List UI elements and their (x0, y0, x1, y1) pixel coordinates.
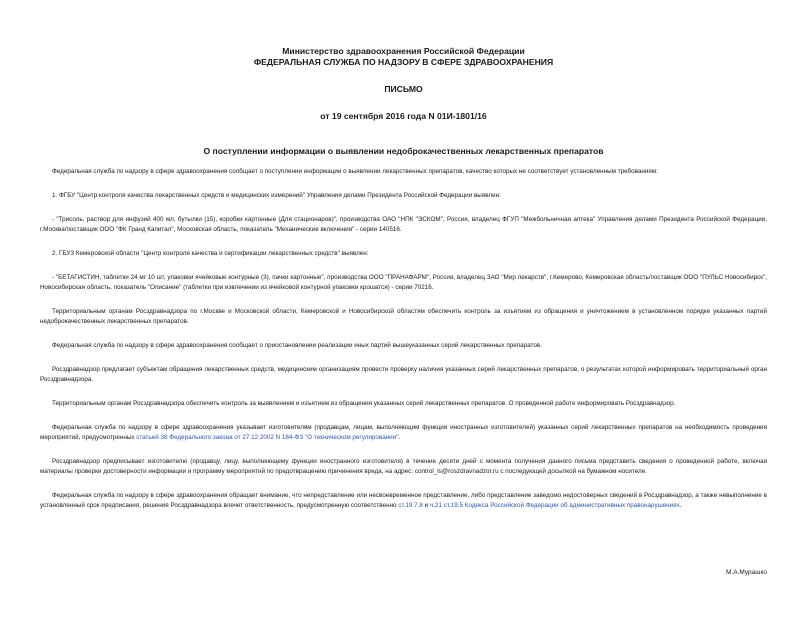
paragraph-liability (40, 491, 767, 511)
law-article-link[interactable]: статьей 38 Федерального закона от 27.12.2002 N 184-ФЗ "О техническом регулировании" (136, 434, 399, 441)
ministry-name: Министерство здравоохранения Российской Федерации (282, 46, 525, 56)
paragraph-withdrawal-control: Территориальным органам Росздравнадзора обеспечить контроль за выявлением и изъятием из обращения указанных серий лекарственных препаратов. О проведенной работе информировать Росздравнадзор. (52, 400, 676, 407)
paragraph-item-2-detail: - "БЕТАГИСТИН, таблетки 24 мг 10 шт, упаковки ячейковые контурные (3), пачки картонные", производства ООО "ПРАНАФАРМ", Россия, владелец ЗАО "Мир лекарств", г.Кемерово, Кемеровская область/поставщик ООО "ПУЛЬС Новосибирск", Новосибирская область, показатель "Описание" (таблетки при извлечении из ячейковой контурной упаковки крошатся) - серии 70216. (40, 274, 767, 291)
code-article-link-2[interactable]: ч.21 ст.19.5 Кодекса Российской Федерации об административных правонарушениях (429, 502, 680, 509)
document-type: ПИСЬМО (384, 84, 423, 94)
document-date-number: от 19 сентября 2016 года N 01И-1801/16 (320, 111, 487, 121)
paragraph-item-1-detail: - "Трисоль, раствор для инфузий 400 мл, бутылки (15), коробки картонные (Для стационаров)", производства ОАО "НПК "ЭСКОМ", Россия, владелец ФГУП "Межбольничная аптека" Управления делами Президента Российской Федерации, г.Москва/поставщик ООО "ФК Гранд Капитал", Московская область, показатель "Механические включения" - серии 140516. (40, 216, 767, 233)
code-article-link-1[interactable]: ст.19.7.8 (398, 502, 423, 509)
document-header (40, 46, 767, 122)
paragraph-item-2: 2. ГБУЗ Кемеровской области "Центр контроля качества и сертификации лекарственных средств" выявлен: (52, 250, 369, 257)
paragraph-intro: Федеральная служба по надзору в сфере здравоохранения сообщает о поступлении информации о выявлении лекарственных препаратов, качество которых не соответствует установленным требованиям: (52, 168, 658, 175)
paragraph-check-proposal: Росздравнадзор предлагает субъектам обращения лекарственных средств, медицинским организациям провести проверку наличия указанных серий лекарственных препаратов, о результатах которой информировать территориальный орган Росздравнадзора. (40, 366, 767, 383)
paragraph-text-end: . (679, 502, 682, 509)
paragraph-prescription: Росздравнадзор предписывает изготовителю (продавцу, лицу, выполняющему функции иностранного изготовителя) в течение десяти дней с момента получения данного письма представить сведения о проведенной работе, включая материалы проверки достоверности информации и программу мероприятий по предотвращению причинения вреда, на адрес: control_ls@roszdravnadzor.ru с последующей досылкой на бумажном носителе. (40, 458, 767, 475)
paragraph-item-1: 1. ФГБУ "Центр контроля качества лекарственных средств и медицинских измерений" Управления делами Президента Российской Федерации выявлен: (52, 192, 501, 199)
paragraph-territorial-control: Территориальным органам Росздравнадзора по г.Москве и Московской области, Кемеровской и Новосибирской областям обеспечить контроль за изъятием из обращения и уничтожением в установленном порядке указанных партий недоброкачественных лекарственных препаратов. (40, 308, 767, 325)
document-page (0, 46, 807, 617)
paragraph-manufacturer-measures (40, 423, 767, 443)
paragraph-suspension: Федеральная служба по надзору в сфере здравоохранения сообщает о приостановлении реализации иных партий вышеуказанных серий лекарственных препаратов. (52, 342, 542, 349)
document-subject: О поступлении информации о выявлении недоброкачественных лекарственных препаратов (203, 146, 604, 156)
service-name: ФЕДЕРАЛЬНАЯ СЛУЖБА ПО НАДЗОРУ В СФЕРЕ ЗДРАВООХРАНЕНИЯ (253, 57, 554, 67)
paragraph-text-mid: и (422, 502, 430, 509)
document-body (40, 167, 767, 511)
paragraph-text: Федеральная служба по надзору в сфере здравоохранения обращает внимание, что непредставление или несвоевременное представление, либо представление заведомо недостоверных сведений в Росздравнадзор, а также невыполнение в установленный срок предписания, решения Росздравнадзора влечет ответственность, предусмотренную соответственно (40, 492, 767, 509)
paragraph-text-end: . (398, 434, 401, 441)
paragraph-text: Федеральная служба по надзору в сфере здравоохранения указывает изготовителям (продавцам, лицам, выполняющим функции иностранных изготовителей) указанных серий лекарственных препаратов на необходимость проведения мероприятий, предусмотренных (40, 424, 767, 441)
signature: М.А.Мурашко (725, 569, 767, 576)
